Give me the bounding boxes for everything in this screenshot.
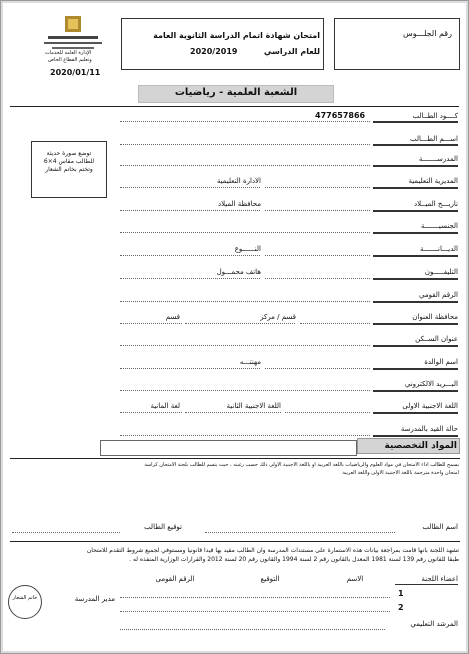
elective-divider: [10, 458, 460, 459]
email-label: البـــريد الالكتروني: [404, 380, 458, 388]
gender-label: النــــــوع: [234, 245, 261, 253]
year-value: 2020/2019: [190, 47, 238, 56]
ministry-line2: وتعليم القطاع الخاص: [48, 57, 92, 63]
status-line[interactable]: [120, 435, 370, 436]
birthdate-label: تاريـــخ الميــلاد: [414, 200, 458, 208]
elective-label: المواد التخصصية: [384, 441, 457, 451]
lang2-line[interactable]: [185, 412, 281, 413]
field-separator: [373, 121, 458, 123]
residence-label: عنوان الســكن: [415, 335, 458, 343]
principal-label: مدير المدرسة: [74, 595, 115, 603]
field-separator: [373, 165, 458, 167]
student-name-sign-label: اسم الطالب: [422, 523, 458, 531]
student-name-label: اســـم الطـــالب: [410, 135, 458, 143]
student-name-line[interactable]: [120, 144, 370, 145]
birth-gov-label: محافظة الميلاد: [218, 200, 261, 208]
committee-row2-number: 2: [398, 603, 404, 612]
field-separator: [373, 323, 458, 325]
counselor-line[interactable]: [120, 629, 385, 630]
student-sign-label: توقيع الطالب: [144, 523, 182, 531]
exam-title: امتحان شهادة اتمام الدراسة الثانوية العامة: [153, 31, 320, 40]
year-label: للعام الدراسي: [263, 47, 320, 56]
student-code-value[interactable]: 477657866: [315, 111, 366, 120]
photo-text-line3: وتختم بخاتم الشعار: [45, 166, 93, 173]
field-separator: [373, 144, 458, 146]
school-seal-label: خاتم الشعار: [12, 595, 38, 601]
national-id-line[interactable]: [120, 301, 370, 302]
student-code-line: [120, 121, 370, 122]
field-separator: [373, 255, 458, 257]
lang2-value[interactable]: لغة المانية: [150, 402, 180, 410]
nationality-line[interactable]: [120, 232, 370, 233]
photo-text-line2: للطالب مقاس 4×6: [43, 158, 95, 165]
banner-underline: [10, 106, 459, 107]
profession-line[interactable]: [120, 368, 260, 369]
student-name-sign-line[interactable]: [205, 532, 395, 533]
address-gov-label: محافظة العنوان: [412, 313, 458, 321]
photo-box-text: [33, 150, 105, 174]
field-separator: [373, 210, 458, 212]
banner-title: الشعبة العلمية - رياضيات: [174, 87, 298, 98]
field-separator: [373, 412, 458, 414]
field-separator: [373, 301, 458, 303]
committee-row2-line[interactable]: [120, 611, 390, 612]
status-label: حالة القيد بالمدرسة: [400, 425, 458, 433]
field-separator: [373, 435, 458, 437]
mobile-label: هاتف محمـــول: [216, 268, 261, 276]
ministry-line1: الإدارة العامة للخدمات: [45, 50, 92, 56]
committee-col-sign: التوقيع: [260, 575, 280, 583]
elective-box[interactable]: [100, 440, 357, 456]
district-value-line[interactable]: [120, 323, 182, 324]
field-separator: [373, 368, 458, 370]
birth-gov-line[interactable]: [120, 210, 260, 211]
seat-number-box[interactable]: [334, 18, 460, 70]
mobile-line[interactable]: [120, 278, 260, 279]
district-line[interactable]: [185, 323, 295, 324]
field-separator: [373, 232, 458, 234]
mother-label: اسم الوالدة: [424, 358, 458, 366]
residence-line[interactable]: [120, 345, 370, 346]
exam-title-box: [121, 18, 324, 70]
field-separator: [373, 390, 458, 392]
directorate-label: المديرية التعليمية: [408, 177, 458, 185]
gender-line[interactable]: [120, 255, 260, 256]
religion-label: الديـــانـــــــة: [419, 245, 458, 253]
field-separator: [373, 187, 458, 189]
directorate-line[interactable]: [265, 187, 370, 188]
seat-number-label: رقم الجلـــوس: [403, 29, 452, 38]
committee-col-name: الاسم: [346, 575, 364, 583]
nationality-label: الجنسيـــــــة: [420, 222, 458, 230]
counselor-label: المرشد التعليمي: [410, 620, 458, 628]
committee-row1-number: 1: [398, 589, 404, 598]
student-code-label: كــــود الطــالب: [412, 112, 458, 120]
lang2-value-line: [120, 412, 182, 413]
phone-label: التليفـــــون: [424, 268, 458, 276]
committee-statement1: تشهد اللجنة بانها قامت بمراجعة بيانات هذه الاستمارة على مستندات المدرسة وان الطالب مقيد بها قيدا قانونيا ومستوفي لجميع شروط التقدم للامتحان: [86, 547, 459, 554]
school-line[interactable]: [120, 165, 370, 166]
email-line[interactable]: [120, 390, 370, 391]
signature-divider: [10, 541, 460, 542]
district-value: قسم: [165, 313, 180, 321]
note-line1: يسمح للطالب أداء الامتحان في مواد العلوم والرياضيات باللغة العربية أو باللغة الأجنبية الأولى ذلك حسب رغبته ، حيث يتسم للطالب بلجنة الامتحان كراسة: [144, 462, 459, 468]
school-seal-circle: [8, 585, 42, 619]
edu-admin-label: الادارة التعليمية: [216, 177, 261, 185]
mother-line[interactable]: [265, 368, 370, 369]
religion-line[interactable]: [265, 255, 370, 256]
committee-col-id: الرقم القومى: [155, 575, 195, 583]
lang2-label: اللغة الاجنبية الثانية: [226, 402, 281, 410]
lang1-line[interactable]: [285, 412, 370, 413]
profession-label: مهنتـــه: [239, 358, 261, 366]
committee-statement2: طبقا للقانون رقم 139 لسنة 1981 المعدل بالقانون رقم 2 لسنة 1994 والقانون رقم 20 لسنة 2012 والقرارات الوزارية المنفذه له .: [129, 556, 459, 563]
committee-row1-line[interactable]: [120, 597, 390, 598]
lang1-label: اللغة الاجنبية الاولى: [402, 402, 458, 410]
photo-text-line1: توضع صورة حديثة: [46, 150, 92, 157]
committee-header-separator: [395, 584, 458, 585]
national-id-label: الرقم القومي: [419, 291, 458, 299]
birthdate-line[interactable]: [265, 210, 370, 211]
header-date: 2020/01/11: [50, 68, 101, 77]
field-separator: [373, 278, 458, 280]
phone-line[interactable]: [265, 278, 370, 279]
field-separator: [373, 345, 458, 347]
edu-admin-line[interactable]: [120, 187, 260, 188]
committee-col-members: اعضاء اللجنة: [421, 575, 458, 583]
address-gov-line[interactable]: [300, 323, 370, 324]
note-line2: امتحان واحدة مترجمة باللغة الاجنبية الاولى واللغة العربية: [342, 470, 459, 476]
school-label: المدرســـــــة: [418, 155, 458, 163]
district-label: قسم / مركز: [260, 313, 296, 321]
student-sign-line[interactable]: [12, 532, 120, 533]
